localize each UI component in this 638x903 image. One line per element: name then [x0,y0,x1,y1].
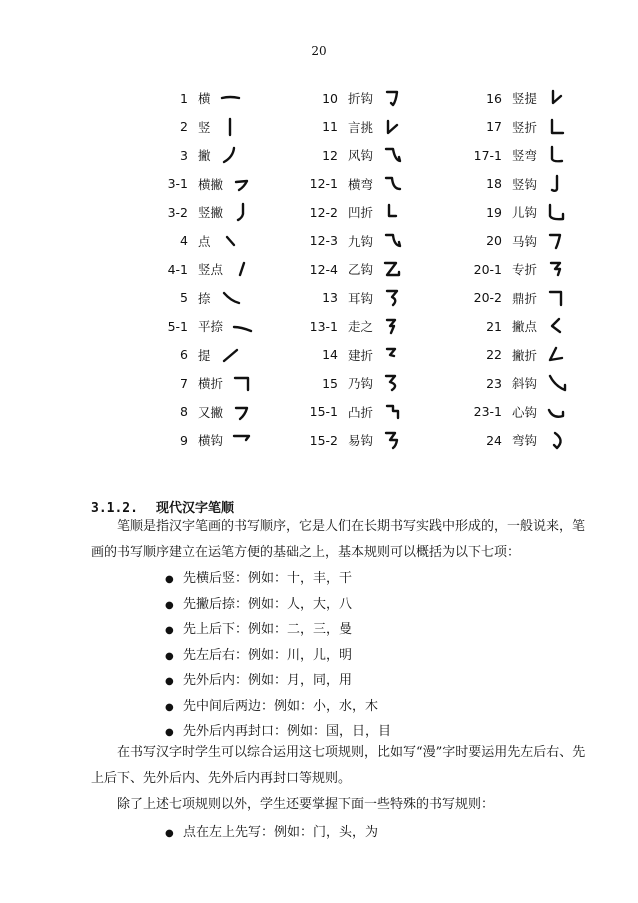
stroke-name: 鼎折 [512,290,538,306]
bullet-icon: ● [165,599,174,611]
stroke-row [300,398,403,427]
stroke-number: 12 [322,147,338,163]
bullet-icon: ● [165,650,174,662]
stroke-row [460,170,567,199]
stroke-name: 竖弯 [512,148,538,164]
stroke-number: 2 [180,119,188,135]
stroke-shape-icon [545,201,567,223]
stroke-name: 凹折 [348,205,374,221]
list-item-text: 点在左上先写：例如：门，头，为 [183,825,379,840]
paragraph-intro [91,514,591,566]
stroke-row [300,369,403,398]
stroke-shape-icon [381,287,403,309]
stroke-name: 乃钩 [348,376,374,392]
bullet-icon: ● [165,574,174,585]
stroke-number: 12-3 [309,233,338,249]
list-item [165,592,391,618]
stroke-number: 5 [180,290,188,306]
stroke-row [300,227,403,256]
stroke-number: 24 [486,432,502,448]
stroke-row [300,426,403,455]
stroke-number: 13-1 [309,318,338,334]
stroke-number: 20-2 [473,290,502,306]
stroke-row [150,84,253,113]
stroke-number: 4-1 [167,261,188,277]
stroke-row [460,284,567,313]
stroke-shape-icon [545,401,567,423]
stroke-row [150,312,253,341]
stroke-name: 易钩 [348,433,374,449]
stroke-row [300,141,403,170]
stroke-shape-icon [381,116,403,138]
list-item [165,643,391,669]
stroke-name: 乙钩 [348,262,374,278]
stroke-shape-icon [545,344,567,366]
stroke-number: 4 [180,233,188,249]
stroke-number: 20-1 [473,261,502,277]
list-item [165,617,391,643]
stroke-row [150,369,253,398]
stroke-name: 竖折 [512,119,538,135]
list-item [165,668,391,694]
stroke-number: 15-2 [309,432,338,448]
list-item [165,566,391,592]
list-item [165,694,391,720]
stroke-shape-icon [231,429,253,451]
stroke-shape-icon [545,429,567,451]
stroke-name: 横撇 [198,176,224,192]
stroke-name: 撇 [198,148,211,164]
stroke-row [300,341,403,370]
stroke-number: 19 [486,204,502,220]
stroke-shape-icon [231,401,253,423]
section-number: 3.1.2. [91,501,138,516]
stroke-name: 平捺 [198,319,224,335]
stroke-column-2 [300,84,403,455]
stroke-shape-icon [231,258,253,280]
stroke-shape-icon [381,344,403,366]
stroke-name: 提 [198,347,211,363]
list-item-text: 先外后内再封口：例如：国，日，目 [183,724,392,739]
stroke-shape-icon [545,87,567,109]
stroke-row [300,198,403,227]
stroke-row [300,113,403,142]
stroke-row [150,255,253,284]
stroke-row [300,284,403,313]
stroke-row [460,255,567,284]
stroke-row [460,198,567,227]
stroke-column-3 [460,84,567,455]
stroke-shape-icon [381,144,403,166]
stroke-row [150,284,253,313]
stroke-shape-icon [381,258,403,280]
stroke-row [460,84,567,113]
stroke-name: 走之 [348,319,374,335]
bullet-icon: ● [165,727,174,738]
stroke-name: 专折 [512,262,538,278]
stroke-number: 23-1 [473,404,502,420]
list-item [165,820,378,846]
stroke-number: 3 [180,147,188,163]
stroke-number: 16 [486,90,502,106]
paragraph-special [91,792,591,818]
stroke-name: 折钩 [348,91,374,107]
bullet-icon: ● [165,828,174,839]
stroke-shape-icon [545,230,567,252]
stroke-shape-icon [545,173,567,195]
stroke-name: 撇折 [512,347,538,363]
stroke-row [460,426,567,455]
stroke-row [150,398,253,427]
stroke-shape-icon [231,372,253,394]
stroke-number: 21 [486,318,502,334]
stroke-shape-icon [231,173,253,195]
stroke-row [460,341,567,370]
stroke-shape-icon [231,315,253,337]
stroke-name: 儿钩 [512,205,538,221]
stroke-number: 13 [322,290,338,306]
stroke-name: 撇点 [512,319,538,335]
list-item-text: 先左后右：例如：川，儿，明 [183,647,353,663]
stroke-row [460,141,567,170]
paragraph-special-text: 除了上述七项规则以外，学生还要掌握下面一些特殊的书写规则： [117,797,495,812]
stroke-shape-icon [545,116,567,138]
stroke-name: 竖点 [198,262,224,278]
stroke-row [150,426,253,455]
stroke-name: 竖提 [512,91,538,107]
stroke-number: 5-1 [167,318,188,334]
bullet-icon: ● [165,625,174,636]
stroke-shape-icon [545,287,567,309]
list-item-text: 先撇后捺：例如：人，大，八 [183,596,353,612]
bullet-icon: ● [165,701,174,713]
stroke-name: 建折 [348,347,374,363]
stroke-shape-icon [381,173,403,195]
stroke-name: 横折 [198,376,224,392]
stroke-shape-icon [545,372,567,394]
stroke-number: 17-1 [473,147,502,163]
stroke-number: 6 [180,347,188,363]
stroke-shape-icon [219,144,241,166]
stroke-name: 捺 [198,290,211,306]
stroke-shape-icon [545,258,567,280]
stroke-number: 3-1 [167,176,188,192]
stroke-row [150,113,253,142]
stroke-name: 横钩 [198,433,224,449]
stroke-name: 九钩 [348,233,374,249]
stroke-name: 横弯 [348,176,374,192]
list-item-text: 先中间后两边：例如：小，水，木 [183,698,379,714]
special-rules-list [165,820,378,846]
stroke-column-1 [150,84,253,455]
stroke-shape-icon [219,116,241,138]
stroke-row [460,227,567,256]
stroke-name: 凸折 [348,404,374,420]
stroke-number: 12-2 [309,204,338,220]
page-number: 20 [311,44,327,58]
stroke-shape-icon [381,201,403,223]
order-rules-list [165,566,391,745]
stroke-shape-icon [219,287,241,309]
stroke-name: 点 [198,233,211,249]
stroke-number: 10 [322,90,338,106]
stroke-row [460,369,567,398]
stroke-shape-icon [231,201,253,223]
stroke-number: 8 [180,404,188,420]
stroke-name: 横 [198,91,211,107]
stroke-name: 竖钩 [512,176,538,192]
stroke-row [460,312,567,341]
stroke-number: 7 [180,375,188,391]
stroke-shape-icon [219,230,241,252]
stroke-row [150,227,253,256]
bullet-icon: ● [165,676,174,687]
list-item-text: 先上后下：例如：二，三，曼 [183,622,353,637]
stroke-row [150,341,253,370]
stroke-number: 15-1 [309,404,338,420]
stroke-number: 11 [322,119,338,135]
stroke-row [150,141,253,170]
stroke-number: 14 [322,347,338,363]
stroke-number: 15 [322,375,338,391]
stroke-row [300,255,403,284]
stroke-number: 12-4 [309,261,338,277]
stroke-row [460,398,567,427]
stroke-shape-icon [381,429,403,451]
stroke-shape-icon [381,87,403,109]
stroke-row [460,113,567,142]
stroke-name: 竖撇 [198,205,224,221]
stroke-row [150,198,253,227]
stroke-table [150,84,590,456]
paragraph-intro-text: 笔顺是指汉字笔画的书写顺序，它是人们在长期书写实践中形成的，一般说来，笔画的书写顺序建立在运笔方便的基础之上，基本规则可以概括为以下七项： [91,519,586,560]
paragraph-combined-text: 在书写汉字时学生可以综合运用这七项规则，比如写“漫”字时要运用先左后右、先上后下、先外后内、先外后内再封口等规则。 [91,745,586,786]
stroke-name: 又撇 [198,404,224,420]
stroke-name: 竖 [198,119,211,135]
stroke-number: 22 [486,347,502,363]
list-item-text: 先横后竖：例如：十，丰，干 [183,571,353,586]
stroke-name: 心钩 [512,404,538,420]
stroke-name: 风钩 [348,148,374,164]
stroke-number: 23 [486,375,502,391]
stroke-number: 3-2 [167,204,188,220]
section-title: 现代汉字笔顺 [155,501,234,516]
stroke-shape-icon [381,372,403,394]
stroke-row [300,170,403,199]
stroke-number: 18 [486,176,502,192]
stroke-shape-icon [381,230,403,252]
stroke-shape-icon [219,87,241,109]
stroke-number: 17 [486,119,502,135]
stroke-row [300,84,403,113]
stroke-number: 20 [486,233,502,249]
list-item-text: 先外后内：例如：月，同，用 [183,673,353,688]
stroke-row [300,312,403,341]
stroke-shape-icon [381,401,403,423]
stroke-name: 耳钩 [348,290,374,306]
stroke-shape-icon [219,344,241,366]
stroke-shape-icon [545,315,567,337]
stroke-name: 斜钩 [512,376,538,392]
stroke-shape-icon [381,315,403,337]
stroke-shape-icon [545,144,567,166]
stroke-number: 9 [180,432,188,448]
stroke-number: 12-1 [309,176,338,192]
stroke-name: 马钩 [512,233,538,249]
stroke-name: 弯钩 [512,433,538,449]
stroke-number: 1 [180,90,188,106]
paragraph-combined [91,740,591,792]
stroke-row [150,170,253,199]
stroke-name: 言挑 [348,119,374,135]
